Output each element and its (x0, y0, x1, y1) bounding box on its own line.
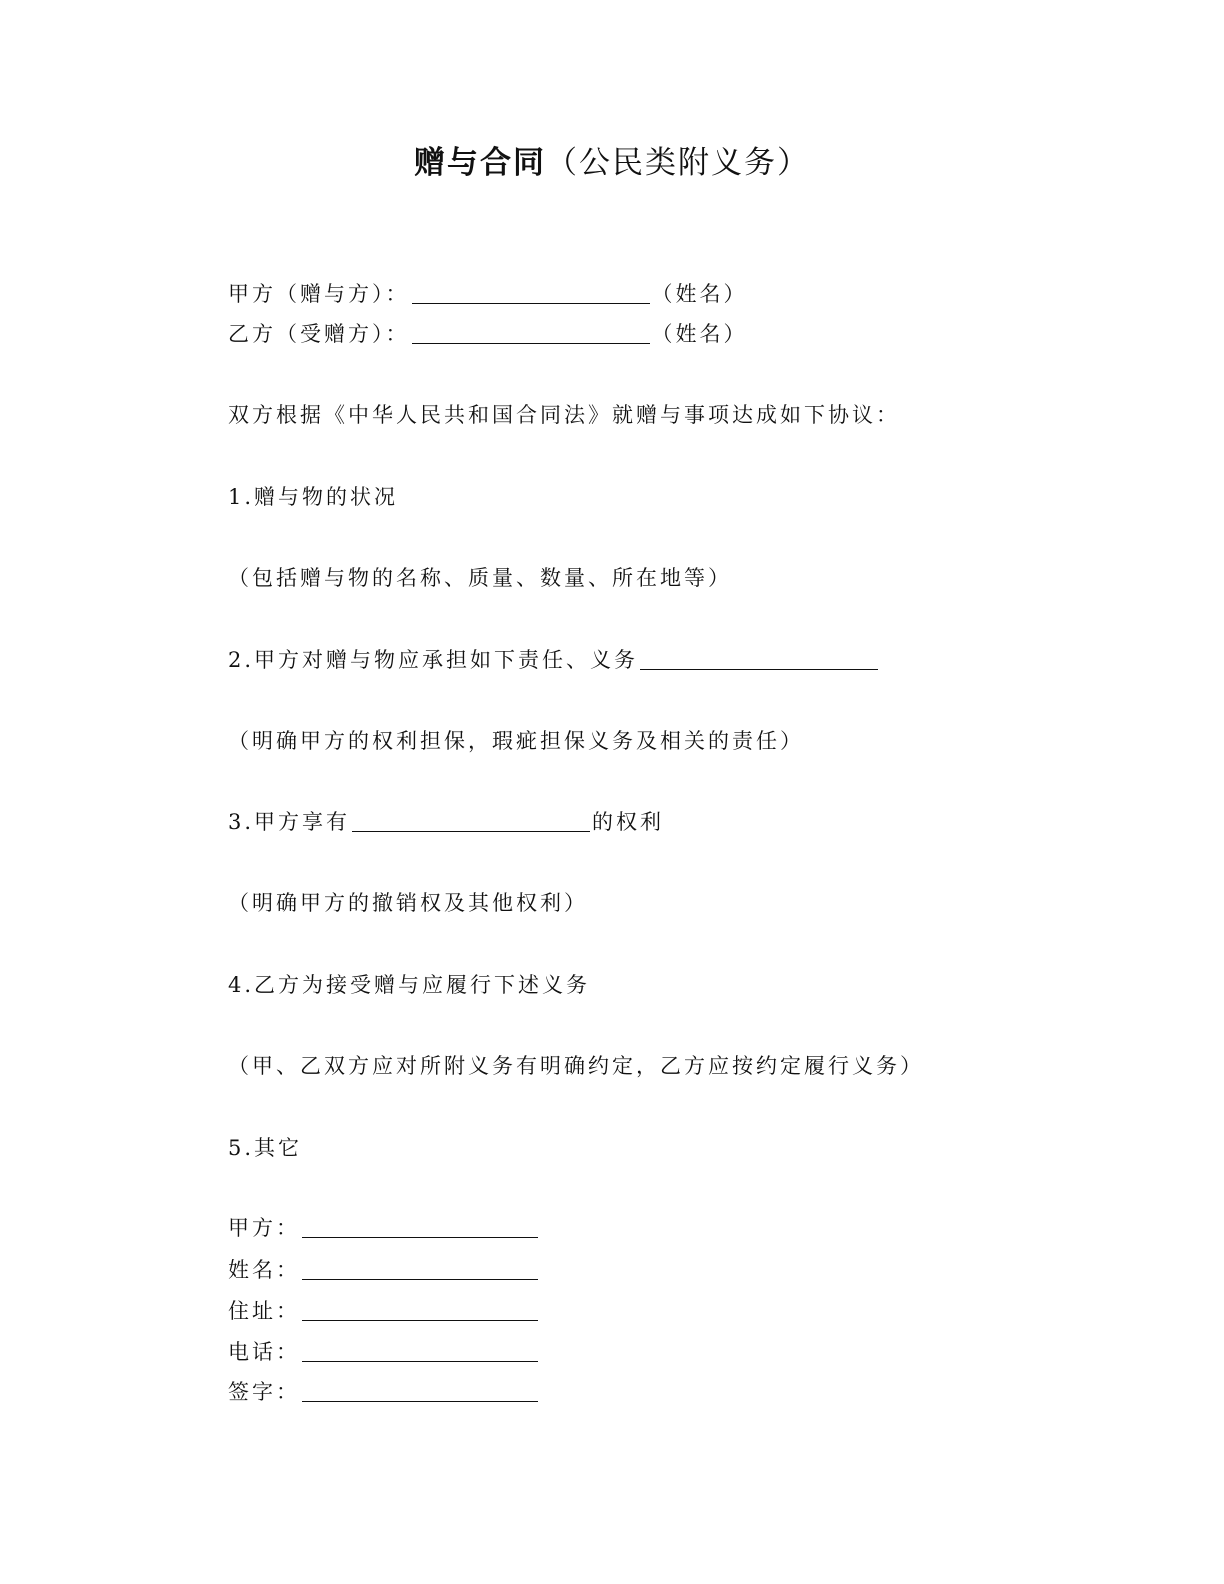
clause-5-title: 5.其它 (228, 1136, 303, 1160)
title-sub: （公民类附义务） (546, 145, 810, 181)
clause-3-field[interactable] (352, 809, 590, 832)
signature-phone-line (228, 1337, 540, 1367)
intro-text: 双方根据《中华人民共和国合同法》就赠与事项达成如下协议： (228, 403, 900, 427)
signature-phone-label: 电话： (228, 1340, 300, 1364)
clause-1-note: （包括赠与物的名称、质量、数量、所在地等） (228, 566, 732, 590)
clause-2-field[interactable] (640, 647, 878, 670)
signature-party-label: 甲方： (228, 1216, 300, 1240)
signature-party-field[interactable] (302, 1215, 538, 1238)
party-b-name-field[interactable] (412, 321, 650, 344)
signature-party-line (228, 1213, 540, 1243)
signature-phone-field[interactable] (302, 1339, 538, 1362)
clause-4-title: 4.乙方为接受赠与应履行下述义务 (228, 973, 591, 997)
clause-3-prefix: 3.甲方享有 (228, 810, 351, 834)
clause-3-note: （明确甲方的撤销权及其他权利） (228, 891, 588, 915)
party-a-name-field[interactable] (412, 281, 650, 304)
signature-address-line (228, 1296, 540, 1326)
signature-sign-field[interactable] (302, 1379, 538, 1402)
party-a-line (228, 279, 748, 309)
clause-1-title: 1.赠与物的状况 (228, 485, 399, 509)
title-main: 赠与合同 (414, 145, 546, 181)
party-a-label: 甲方（赠与方）： (228, 282, 410, 306)
clause-3-line (228, 807, 664, 837)
signature-address-field[interactable] (302, 1298, 538, 1321)
clause-2-line (228, 645, 880, 675)
party-a-suffix: （姓名） (651, 282, 748, 306)
signature-sign-label: 签字： (228, 1380, 300, 1404)
clause-3-suffix: 的权利 (592, 810, 665, 834)
signature-name-field[interactable] (302, 1257, 538, 1280)
clause-2-note: （明确甲方的权利担保，瑕疵担保义务及相关的责任） (228, 729, 804, 753)
signature-name-line (228, 1255, 540, 1285)
signature-address-label: 住址： (228, 1299, 300, 1323)
signature-name-label: 姓名： (228, 1258, 300, 1282)
clause-2-title: 2.甲方对赠与物应承担如下责任、义务 (228, 648, 639, 672)
clause-4-note: （甲、乙双方应对所附义务有明确约定，乙方应按约定履行义务） (228, 1054, 924, 1078)
party-b-line (228, 319, 748, 349)
party-b-suffix: （姓名） (651, 322, 748, 346)
signature-sign-line (228, 1377, 540, 1407)
party-b-label: 乙方（受赠方）： (228, 322, 410, 346)
page-title (0, 140, 1224, 186)
